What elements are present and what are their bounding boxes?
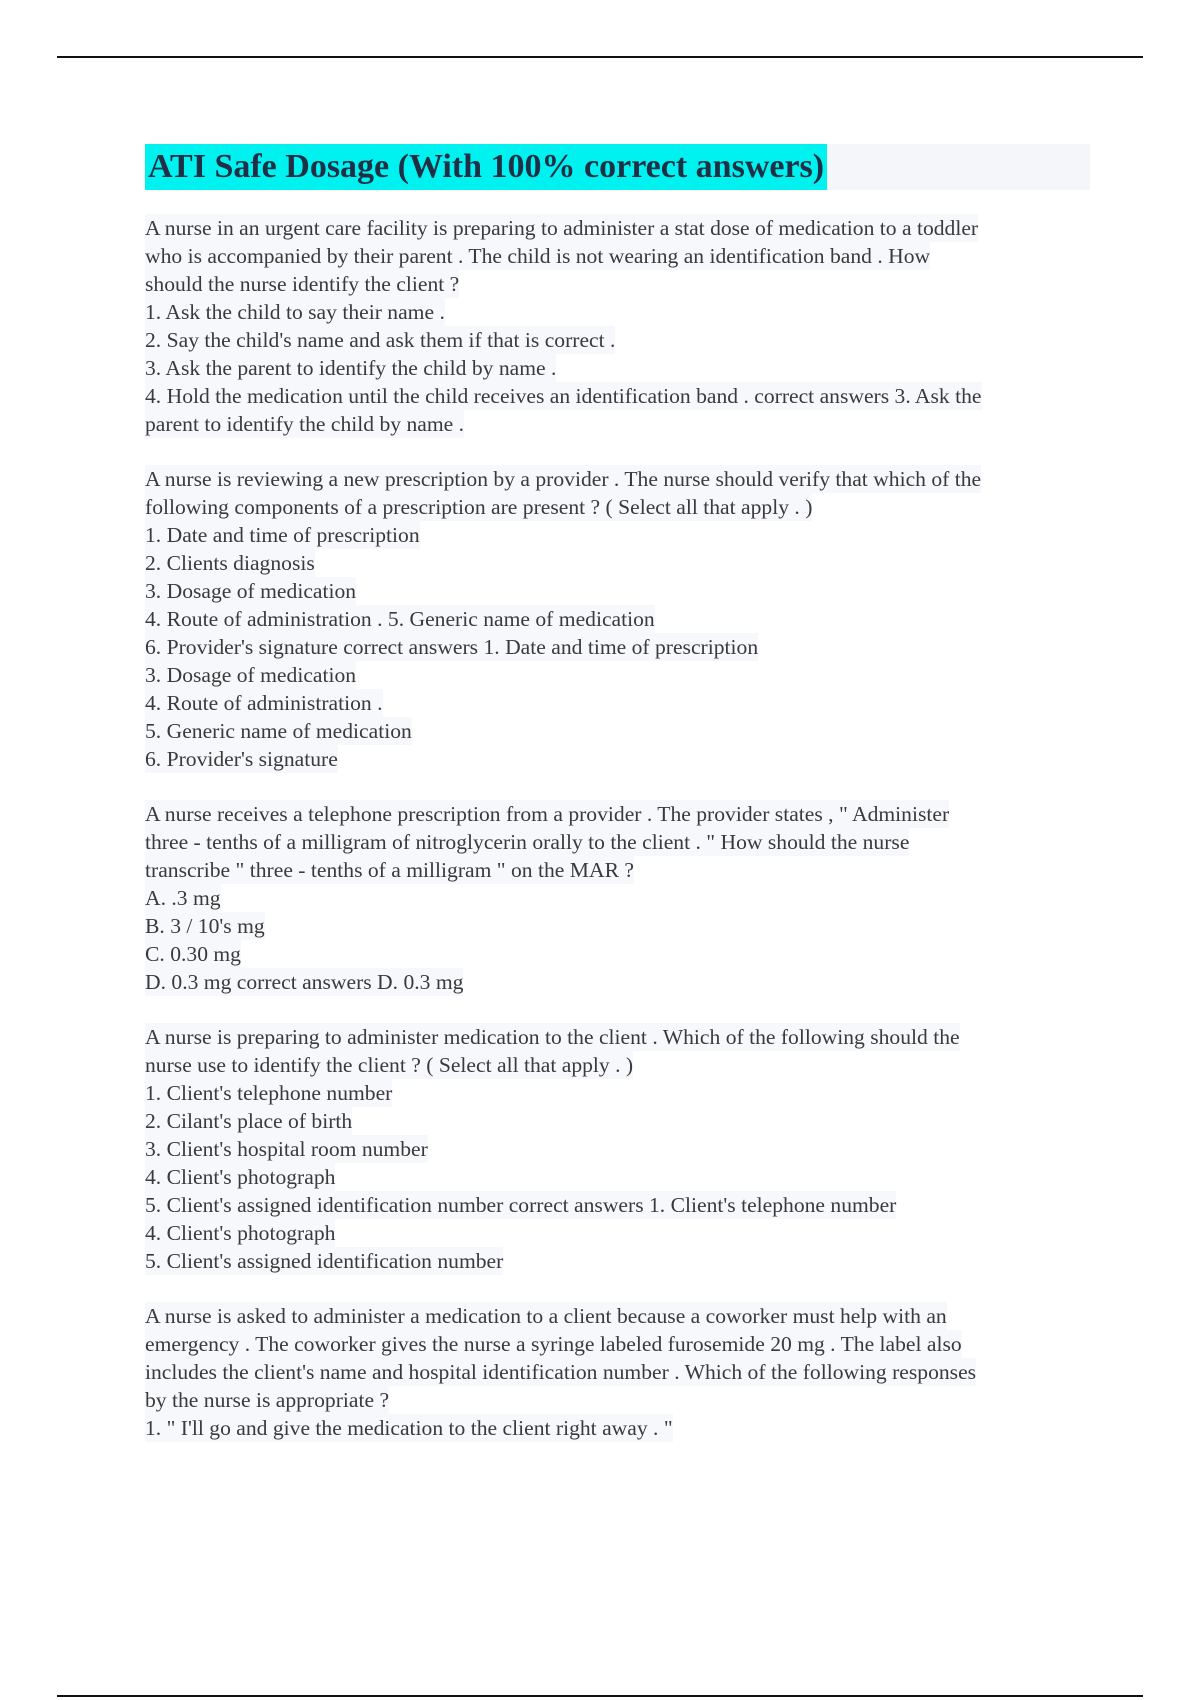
question-list [145, 214, 1090, 1442]
question-text-line: 3. Ask the parent to identify the child by name . [145, 356, 557, 380]
question-text-line: who is accompanied by their parent . The child is not wearing an identification band . How [145, 244, 931, 268]
question-text-line: emergency . The coworker gives the nurse a syringe labeled furosemide 20 mg . The label also [145, 1332, 962, 1356]
question-text-line: following components of a prescription are present ? ( Select all that apply . ) [145, 495, 813, 519]
question-text-line: 4. Route of administration . 5. Generic name of medication [145, 607, 655, 631]
question-text-line: 6. Provider's signature correct answers 1. Date and time of prescription [145, 635, 759, 659]
question-text-line: A. .3 mg [145, 886, 221, 910]
question-text-line: 4. Client's photograph [145, 1221, 336, 1245]
question-text-line: 2. Say the child's name and ask them if that is correct . [145, 328, 616, 352]
question-text-line: 1. Client's telephone number [145, 1081, 393, 1105]
question-block [145, 465, 1090, 773]
question-text-line: 4. Route of administration . [145, 691, 383, 715]
question-text-line: 3. Dosage of medication [145, 663, 357, 687]
question-text-line: 5. Generic name of medication [145, 719, 412, 743]
question-block [145, 1023, 1090, 1275]
question-text-line: A nurse is preparing to administer medication to the client . Which of the following should the [145, 1025, 960, 1049]
question-text-line: 2. Clients diagnosis [145, 551, 315, 575]
question-text-line: 5. Client's assigned identification number [145, 1249, 504, 1273]
question-text-line: 1. " I'll go and give the medication to the client right away . " [145, 1416, 673, 1440]
question-block [145, 800, 1090, 996]
bottom-rule [57, 1695, 1143, 1697]
question-text-line: includes the client's name and hospital identification number . Which of the following responses [145, 1360, 977, 1384]
top-rule [57, 56, 1143, 58]
question-text-line: 6. Provider's signature [145, 747, 338, 771]
question-text-line: B. 3 / 10's mg [145, 914, 265, 938]
question-text-line: should the nurse identify the client ? [145, 272, 460, 296]
question-block [145, 214, 1090, 438]
question-text-line: C. 0.30 mg [145, 942, 241, 966]
question-text-line: 3. Client's hospital room number [145, 1137, 428, 1161]
question-text-line: transcribe " three - tenths of a milligram " on the MAR ? [145, 858, 634, 882]
question-text-line: 1. Date and time of prescription [145, 523, 420, 547]
question-text-line: 4. Hold the medication until the child receives an identification band . correct answers 3. Ask the [145, 384, 982, 408]
question-text-line: 1. Ask the child to say their name . [145, 300, 445, 324]
question-text-line: 3. Dosage of medication [145, 579, 357, 603]
question-text-line: A nurse in an urgent care facility is preparing to administer a stat dose of medication to a toddler [145, 216, 979, 240]
question-text-line: A nurse receives a telephone prescription from a provider . The provider states , " Administer [145, 802, 950, 826]
question-text-line: A nurse is reviewing a new prescription by a provider . The nurse should verify that which of the [145, 467, 982, 491]
title-band [145, 144, 1090, 190]
question-text-line: A nurse is asked to administer a medication to a client because a coworker must help with an [145, 1304, 947, 1328]
question-text-line: D. 0.3 mg correct answers D. 0.3 mg [145, 970, 464, 994]
question-text-line: 5. Client's assigned identification number correct answers 1. Client's telephone number [145, 1193, 897, 1217]
question-text-line: 2. Cilant's place of birth [145, 1109, 353, 1133]
question-text-line: parent to identify the child by name . [145, 412, 465, 436]
question-text-line: by the nurse is appropriate ? [145, 1388, 390, 1412]
question-text-line: nurse use to identify the client ? ( Select all that apply . ) [145, 1053, 634, 1077]
document-body [145, 144, 1090, 1469]
question-text-line: 4. Client's photograph [145, 1165, 336, 1189]
document-title: ATI Safe Dosage (With 100% correct answers) [145, 144, 827, 190]
question-text-line: three - tenths of a milligram of nitroglycerin orally to the client . " How should the nurse [145, 830, 910, 854]
question-block [145, 1302, 1090, 1442]
